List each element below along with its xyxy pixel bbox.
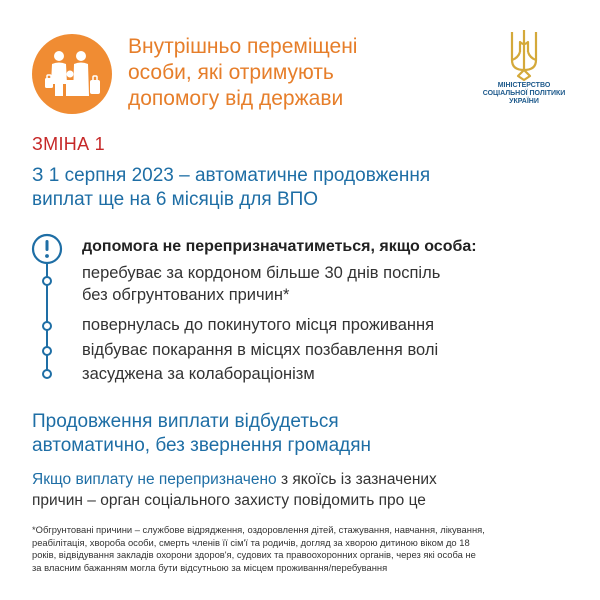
footnote-line: *Обгрунтовані причини – службове відрядження, оздоровлення дітей, стажування, навчання, лікування,	[32, 524, 485, 535]
list-item	[82, 314, 434, 336]
notification-line	[32, 469, 572, 490]
header	[0, 0, 600, 130]
ministry-logo	[476, 26, 572, 106]
family-icon	[32, 34, 112, 114]
continuation-line: Продовження виплати відбудеться	[32, 411, 339, 432]
timeline-dot	[43, 347, 51, 355]
change-label: ЗМІНА 1	[32, 134, 105, 154]
header-title-line: Внутрішньо переміщені	[128, 35, 358, 58]
ministry-name-line: УКРАЇНИ	[509, 98, 539, 105]
notification-text: з якоїсь із зазначених	[276, 471, 437, 488]
exclamation-icon	[33, 235, 61, 263]
trident-coat-of-arms-icon	[504, 26, 544, 82]
footnote-line: реабілітація, хвороба особи, смерть членів її сім'ї та родичів, догляд за хворою дитиною віком до 18	[32, 536, 470, 548]
timeline-dot	[43, 277, 51, 285]
subtitle	[32, 164, 572, 212]
continuation-statement	[32, 410, 572, 458]
continuation-line: автоматично, без звернення громадян	[32, 435, 372, 456]
ministry-name-line: СОЦІАЛЬНОЇ ПОЛІТИКИ	[482, 90, 566, 97]
notification-highlight: Якщо виплату не перепризначено	[32, 471, 277, 488]
header-title-line: особи, які отримують	[128, 61, 334, 84]
notification-line: причин – орган соціального захисту повідомить про це	[32, 492, 426, 509]
footnote-line: за власним бажанням могла бути відсутньою за місцем проживання/перебування	[32, 561, 388, 573]
header-title	[128, 34, 458, 112]
subtitle-line: З 1 серпня 2023 – автоматичне продовження	[32, 165, 431, 186]
list-item	[82, 262, 440, 306]
header-title-line: допомогу від держави	[128, 87, 344, 110]
ministry-name-line: МІНІСТЕРСТВО	[497, 82, 551, 89]
list-item-line: перебуває за кордоном більше 30 днів поспіль	[82, 264, 441, 282]
notification-note	[32, 469, 572, 511]
timeline-dot	[43, 370, 51, 378]
footnote	[32, 524, 577, 574]
list-item-line: засуджена за колабораціонізм	[82, 365, 315, 383]
list-item	[82, 363, 315, 385]
list-item-line: повернулась до покинутого місця проживання	[82, 316, 435, 334]
list-heading: допомога не перепризначатиметься, якщо особа:	[82, 238, 477, 255]
footnote-line: років, відвідування закладів охорони здоров'я, судових та правоохоронних органів, через які особа не	[32, 549, 476, 560]
list-item-line: відбуває покарання в місцях позбавлення волі	[82, 341, 439, 359]
timeline-dot	[43, 322, 51, 330]
subtitle-line: виплат ще на 6 місяців для ВПО	[32, 189, 319, 210]
list-item-line: без обгрунтованих причин*	[82, 286, 290, 304]
timeline	[30, 232, 70, 382]
list-item	[82, 339, 438, 361]
